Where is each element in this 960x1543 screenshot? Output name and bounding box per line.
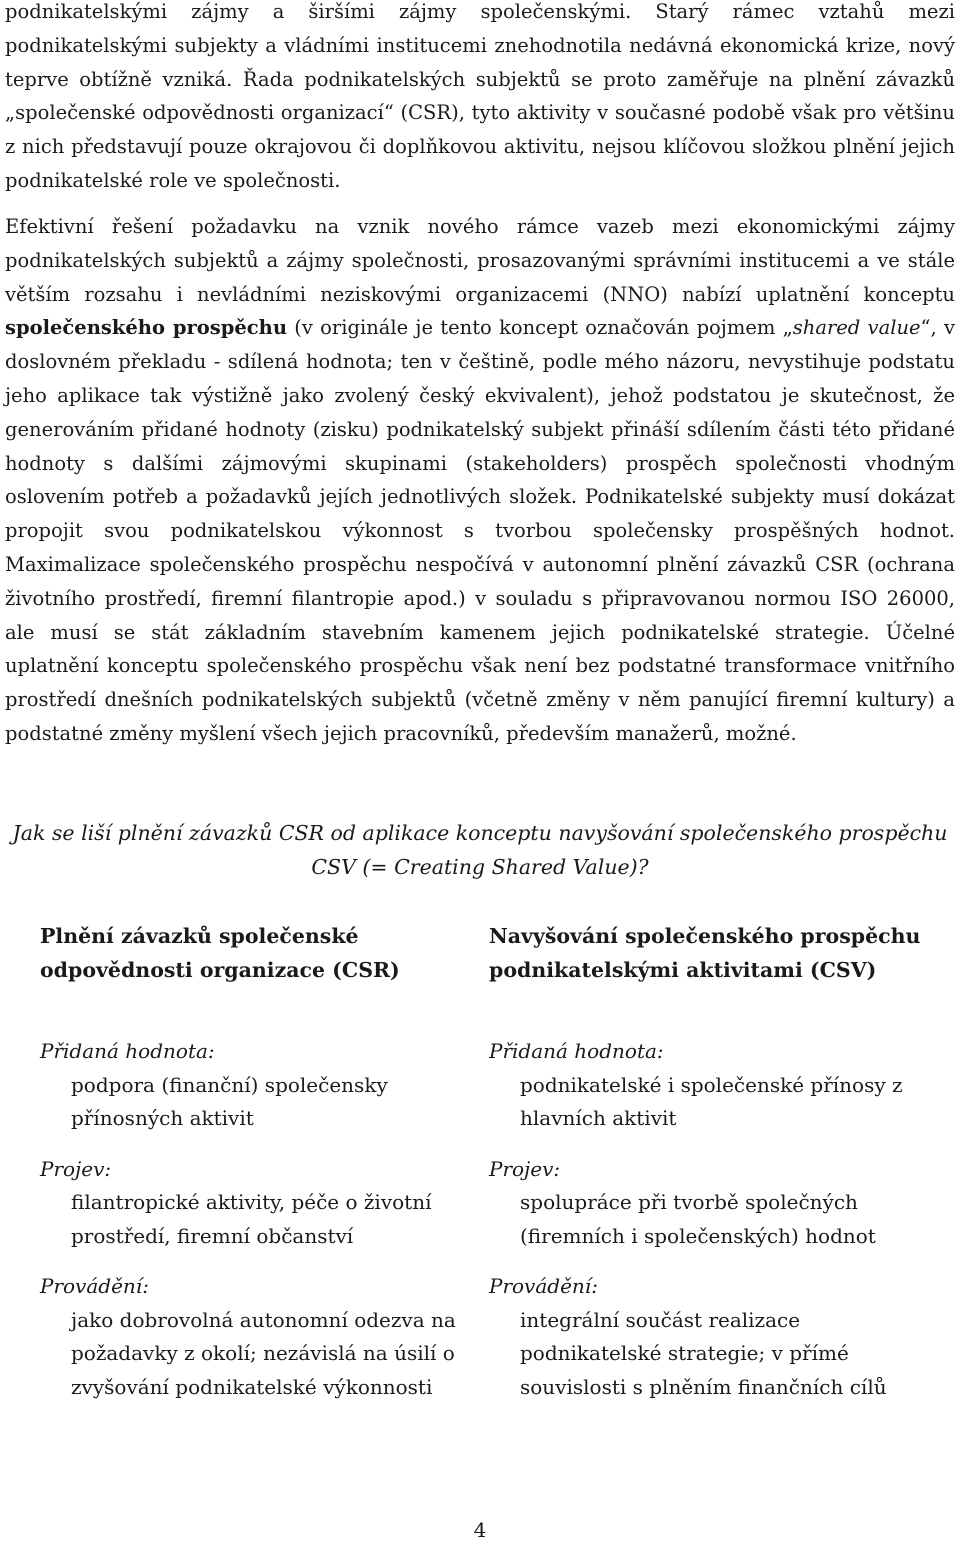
- bold-term: společenského prospěchu: [5, 316, 287, 340]
- paragraph-text: “, v doslovném překladu - sdílená hodnota; ten v češtině, podle mého názoru, nevystihuje podstatu jeho aplikace tak výstižně jako zvolený český ekvivalent), jehož podstatou je skutečnost, že generováním přidané hodnoty (zisku) podnikatelský subjekt přináší sdílením části této přidané hodnoty s dalšími zájmovými skupinami (stakeholders) prospěch společnosti vhodným oslovením potřeb a požadavků jejích jednotlivých složek. Podnikatelské subjekty musí dokázat propojit svou podnikatelskou výkonnost s tvorbou společensky prospěšných hodnot. Maximalizace společenského prospěchu nespočívá v autonomní plnění závazků CSR (ochrana životního prostředí, firemní filantropie apod.) v souladu s připravovanou normou ISO 26000, ale musí se stát základním stavebním kamenem jejich podnikatelské strategie. Účelné uplatnění konceptu společenského prospěchu však není bez podstatné transformace vnitřního prostředí dnešních podnikatelských subjektů (včetně změny v něm panující firemní kultury) a podstatné změny myšlení všech jejich pracovníků, především manažerů, možné.: [5, 316, 956, 745]
- page-number: 4: [473, 1518, 487, 1542]
- section-manifestation: [489, 1153, 929, 1254]
- column-title: Plnění závazků společenské odpovědnosti organizace (CSR): [40, 924, 400, 982]
- section-added-value: [489, 1035, 929, 1136]
- section-label: Projev:: [40, 1156, 112, 1181]
- column-title: Navyšování společenského prospěchu podnikatelskými aktivitami (CSV): [489, 924, 921, 982]
- section-text: spolupráce při tvorbě společných (firemních i společenských) hodnot: [520, 1190, 876, 1248]
- csr-column: [40, 920, 480, 1421]
- section-added-value: [40, 1035, 480, 1136]
- section-execution: [489, 1270, 929, 1404]
- section-label: Projev:: [489, 1156, 561, 1181]
- paragraph-text: (v originále je tento koncept označován pojmem „: [287, 316, 793, 340]
- paragraph-csr-intro: [5, 0, 955, 198]
- paragraph-shared-value: [5, 210, 955, 751]
- section-text: podpora (finanční) společensky přínosných aktivit: [71, 1072, 388, 1130]
- section-text: podnikatelské i společenské přínosy z hlavních aktivit: [520, 1072, 903, 1130]
- italic-term: shared value: [792, 316, 921, 340]
- section-label: Provádění:: [40, 1274, 149, 1298]
- section-label: Přidaná hodnota:: [489, 1039, 664, 1063]
- section-label: Přidaná hodnota:: [40, 1039, 215, 1063]
- paragraph-text: podnikatelskými zájmy a širšími zájmy společenskými. Starý rámec vztahů mezi podnikatelskými subjekty a vládními institucemi znehodnotila nedávná ekonomická krize, nový teprve obtížně vzniká. Řada podnikatelských subjektů se proto zaměřuje na plnění závazků „společenské odpovědnosti organizací“ (CSR), tyto aktivity v současné podobě však pro většinu z nich představují pouze okrajovou či doplňkovou aktivitu, nejsou klíčovou složkou plnění jejich podnikatelské role ve společnosti.: [5, 0, 955, 192]
- csv-column: [489, 920, 929, 1421]
- section-text: integrální součást realizace podnikatelské strategie; v přímé souvislosti s plněním finančních cílů: [520, 1307, 887, 1399]
- section-manifestation: [40, 1153, 480, 1254]
- section-text: filantropické aktivity, péče o životní prostředí, firemní občanství: [71, 1190, 432, 1248]
- question-heading: [0, 817, 960, 884]
- question-line-1: Jak se liší plnění závazků CSR od aplikace konceptu navyšování společenského prospěchu: [12, 821, 948, 845]
- question-line-2: CSV (= Creating Shared Value)?: [311, 854, 649, 879]
- paragraph-text: Efektivní řešení požadavku na vznik nového rámce vazeb mezi ekonomickými zájmy podnikatelských subjektů a zájmy společnosti, prosazovanými správními institucemi a ve stále větším rozsahu i nevládními neziskovými organizacemi (NNO) nabízí uplatnění konceptu: [5, 215, 955, 306]
- section-execution: [40, 1270, 480, 1404]
- section-text: jako dobrovolná autonomní odezva na požadavky z okolí; nezávislá na úsilí o zvyšování podnikatelské výkonnosti: [71, 1307, 456, 1399]
- section-label: Provádění:: [489, 1274, 598, 1298]
